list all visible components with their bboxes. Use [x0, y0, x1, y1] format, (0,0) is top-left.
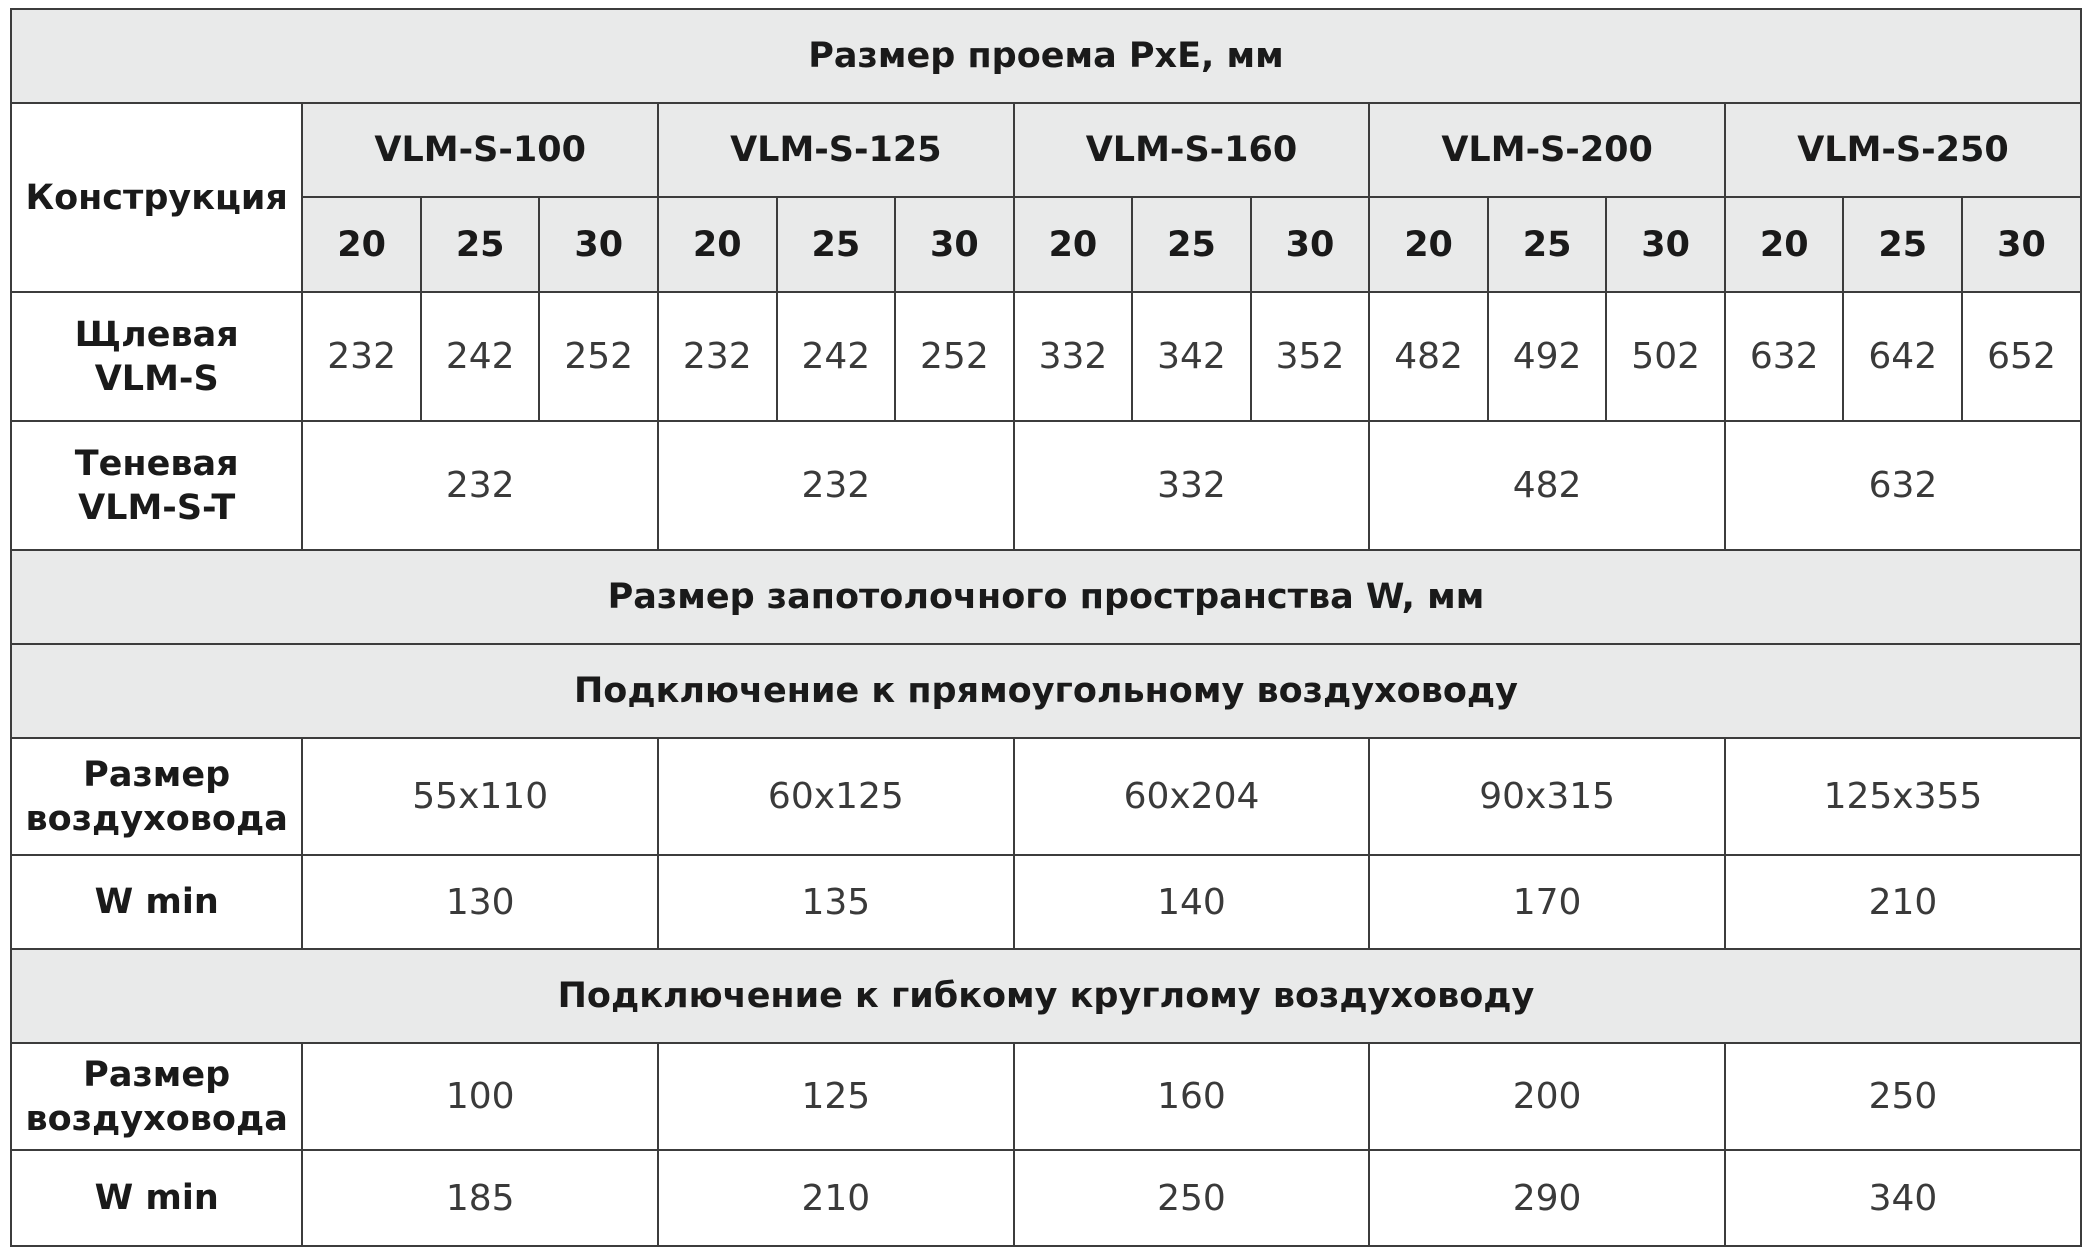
flex-size-label-line2: воздуховода	[25, 1098, 288, 1139]
slot-row-label	[11, 292, 302, 421]
sub-size-header: 25	[421, 197, 540, 292]
sub-size-header: 25	[777, 197, 896, 292]
shadow-label-line1: Теневая	[74, 443, 239, 484]
rect-wmin-value: 170	[1369, 855, 1725, 949]
flex-size-label	[11, 1043, 302, 1150]
flex-size-value: 100	[302, 1043, 658, 1150]
flex-size-value: 250	[1725, 1043, 2081, 1150]
sub-size-header: 30	[1251, 197, 1370, 292]
shadow-row-label	[11, 421, 302, 550]
rect-size-value: 125x355	[1725, 738, 2081, 855]
sub-size-header: 30	[895, 197, 1014, 292]
flex-wmin-value: 250	[1014, 1150, 1370, 1246]
slot-label-line2: VLM-S	[94, 358, 219, 399]
rect-size-value: 60x204	[1014, 738, 1370, 855]
rect-wmin-value: 130	[302, 855, 658, 949]
sub-size-header: 20	[1725, 197, 1844, 292]
flex-wmin-value: 290	[1369, 1150, 1725, 1246]
rect-size-label	[11, 738, 302, 855]
slot-value: 232	[658, 292, 777, 421]
flex-wmin-value: 210	[658, 1150, 1014, 1246]
slot-label-line1: Щлевая	[74, 314, 239, 355]
shadow-value: 482	[1369, 421, 1725, 550]
flex-wmin-value: 185	[302, 1150, 658, 1246]
model-header: VLM-S-250	[1725, 103, 2081, 197]
slot-value: 632	[1725, 292, 1844, 421]
slot-value: 332	[1014, 292, 1133, 421]
slot-value: 252	[539, 292, 658, 421]
specs-table	[10, 8, 2082, 1247]
slot-value: 342	[1132, 292, 1251, 421]
sub-size-header: 25	[1488, 197, 1607, 292]
rect-size-value: 90x315	[1369, 738, 1725, 855]
flex-size-value: 160	[1014, 1043, 1370, 1150]
flex-size-label-line1: Размер	[83, 1054, 231, 1095]
sub-size-header: 20	[658, 197, 777, 292]
slot-value: 252	[895, 292, 1014, 421]
shadow-value: 332	[1014, 421, 1370, 550]
shadow-value: 232	[302, 421, 658, 550]
sub-size-header: 25	[1132, 197, 1251, 292]
rect-wmin-value: 140	[1014, 855, 1370, 949]
sub-size-header: 30	[1606, 197, 1725, 292]
slot-value: 242	[777, 292, 896, 421]
rect-size-value: 55x110	[302, 738, 658, 855]
flex-wmin-label: W min	[11, 1150, 302, 1246]
rect-wmin-value: 135	[658, 855, 1014, 949]
slot-value: 642	[1843, 292, 1962, 421]
shadow-label-line2: VLM-S-T	[78, 487, 236, 528]
rect-connection-title: Подключение к прямоугольному воздуховоду	[11, 644, 2081, 738]
section-opening-title: Размер проема PxE, мм	[11, 9, 2081, 103]
slot-value: 352	[1251, 292, 1370, 421]
shadow-value: 232	[658, 421, 1014, 550]
flex-size-value: 125	[658, 1043, 1014, 1150]
section-ceiling-title: Размер запотолочного пространства W, мм	[11, 550, 2081, 644]
slot-value: 492	[1488, 292, 1607, 421]
sub-size-header: 20	[1369, 197, 1488, 292]
model-header: VLM-S-200	[1369, 103, 1725, 197]
slot-value: 502	[1606, 292, 1725, 421]
sub-size-header: 20	[302, 197, 421, 292]
sub-size-header: 30	[1962, 197, 2081, 292]
flex-connection-title: Подключение к гибкому круглому воздуховоду	[11, 949, 2081, 1043]
model-header: VLM-S-160	[1014, 103, 1370, 197]
sub-size-header: 20	[1014, 197, 1133, 292]
sub-size-header: 25	[1843, 197, 1962, 292]
flex-wmin-value: 340	[1725, 1150, 2081, 1246]
slot-value: 242	[421, 292, 540, 421]
rect-size-label-line2: воздуховода	[25, 798, 288, 839]
rect-wmin-value: 210	[1725, 855, 2081, 949]
shadow-value: 632	[1725, 421, 2081, 550]
rect-size-label-line1: Размер	[83, 754, 231, 795]
slot-value: 232	[302, 292, 421, 421]
construction-label: Конструкция	[11, 103, 302, 292]
slot-value: 652	[1962, 292, 2081, 421]
slot-value: 482	[1369, 292, 1488, 421]
rect-size-value: 60x125	[658, 738, 1014, 855]
sub-size-header: 30	[539, 197, 658, 292]
flex-size-value: 200	[1369, 1043, 1725, 1150]
model-header: VLM-S-125	[658, 103, 1014, 197]
model-header: VLM-S-100	[302, 103, 658, 197]
rect-wmin-label: W min	[11, 855, 302, 949]
